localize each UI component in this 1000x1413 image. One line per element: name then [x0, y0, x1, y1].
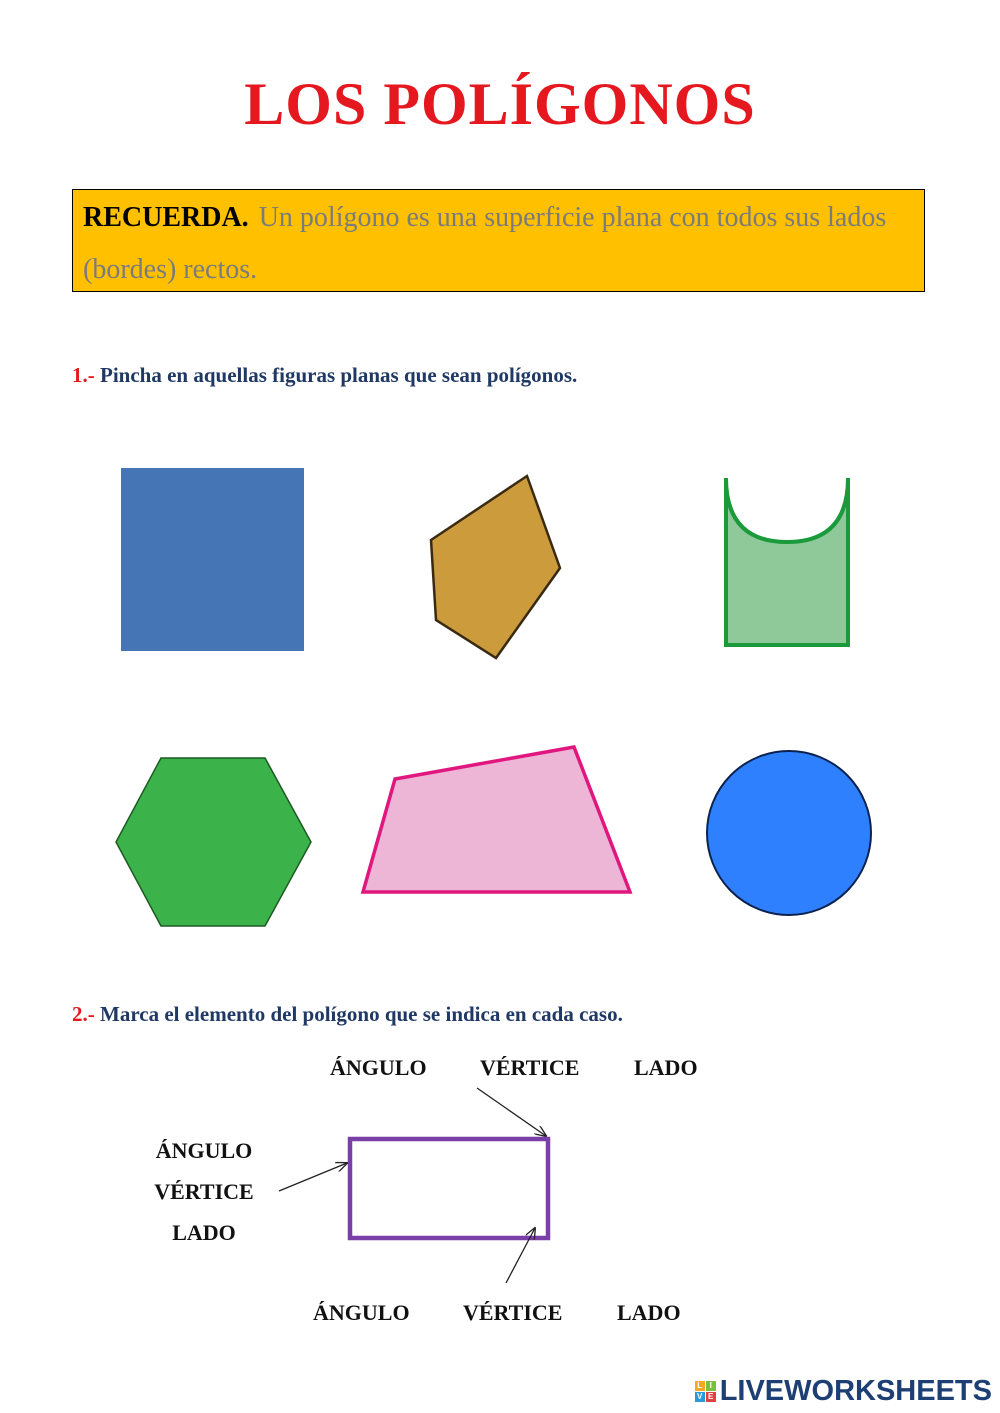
- question-1-text: Pincha en aquellas figuras planas que sean polígonos.: [100, 363, 578, 387]
- hexagon-shape[interactable]: [113, 756, 315, 930]
- bottom-option-vertice[interactable]: VÉRTICE: [463, 1300, 563, 1325]
- pentagon-fill: [431, 476, 560, 658]
- quadrilateral-fill: [363, 747, 630, 892]
- hexagon-fill: [116, 758, 311, 926]
- arrow-left-lado: [279, 1163, 347, 1191]
- bottom-option-lado[interactable]: LADO: [617, 1300, 681, 1325]
- left-option-lado[interactable]: LADO: [172, 1220, 236, 1245]
- bottom-option-angulo[interactable]: ÁNGULO: [313, 1300, 410, 1325]
- left-option-angulo[interactable]: ÁNGULO: [155, 1138, 253, 1163]
- question-2-text: Marca el elemento del polígono que se indica en cada caso.: [100, 1002, 623, 1026]
- top-option-lado[interactable]: LADO: [634, 1055, 698, 1080]
- brand-name: LIVEWORKSHEETS: [719, 1375, 992, 1407]
- question-2: [72, 1002, 623, 1027]
- top-option-angulo[interactable]: ÁNGULO: [330, 1055, 427, 1080]
- logo-letter-v: V: [695, 1392, 705, 1402]
- u-shape-fill: [726, 478, 848, 645]
- quadrilateral-shape[interactable]: [358, 743, 636, 898]
- question-1: [72, 363, 577, 388]
- arrow-top-vertice: [477, 1088, 546, 1136]
- logo-letter-i: I: [706, 1381, 716, 1391]
- reminder-label: RECUERDA.: [83, 202, 249, 233]
- left-option-vertice[interactable]: VÉRTICE: [154, 1179, 254, 1204]
- liveworksheets-logo: [695, 1375, 992, 1408]
- square-shape[interactable]: [120, 467, 306, 653]
- logo-letter-l: L: [695, 1381, 705, 1391]
- pentagon-shape[interactable]: [426, 472, 566, 662]
- logo-icon: [695, 1381, 716, 1402]
- reminder-text: Un polígono es una superficie plana con todos sus lados (bordes) rectos.: [83, 202, 887, 285]
- circle-shape[interactable]: [704, 748, 874, 918]
- logo-letter-e: E: [706, 1392, 716, 1402]
- question-1-number: 1.-: [72, 363, 95, 387]
- top-option-vertice[interactable]: VÉRTICE: [480, 1055, 580, 1080]
- question-2-number: 2.-: [72, 1002, 95, 1026]
- page-title: LOS POLÍGONOS: [244, 71, 756, 137]
- arrow-bottom-angulo: [506, 1228, 535, 1283]
- purple-rectangle: [350, 1139, 548, 1238]
- u-shape[interactable]: [722, 476, 854, 650]
- reminder-box: [72, 189, 925, 292]
- circle-fill: [707, 751, 871, 915]
- square-fill: [121, 468, 304, 651]
